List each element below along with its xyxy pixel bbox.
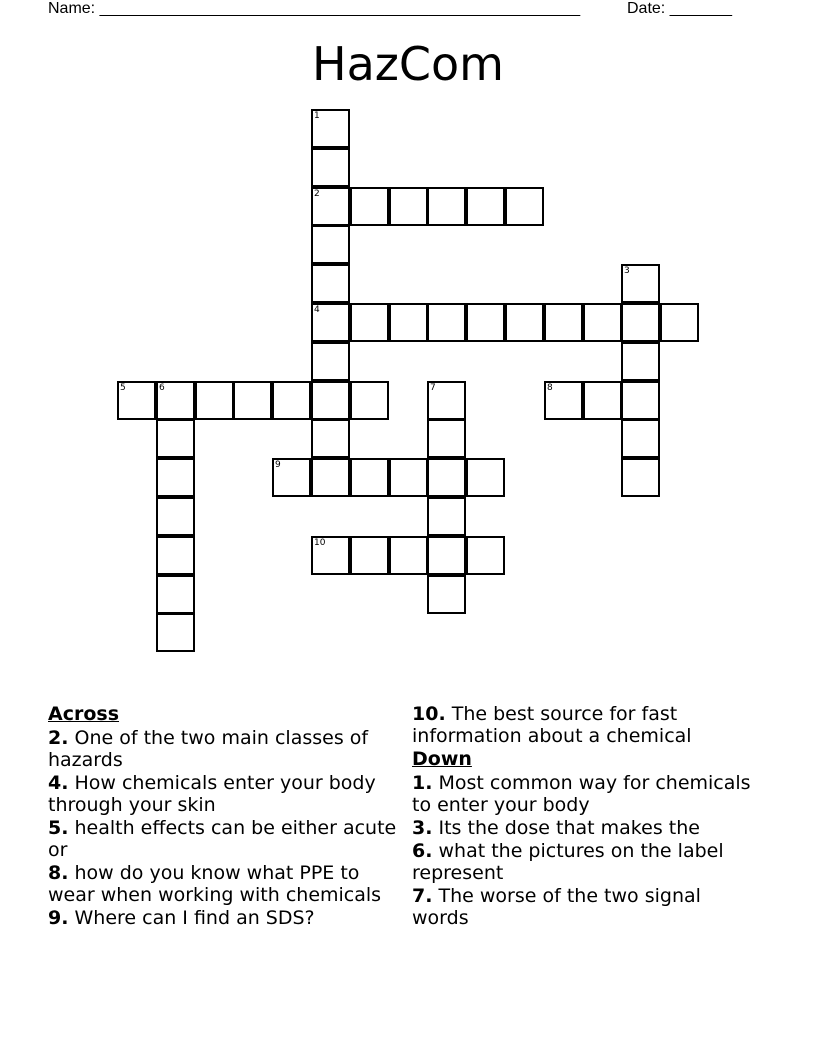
clue-number: 9.	[48, 907, 69, 929]
grid-cell[interactable]	[350, 187, 389, 226]
grid-cell[interactable]	[427, 536, 466, 575]
grid-cell[interactable]	[427, 575, 466, 614]
grid-cell[interactable]	[660, 303, 699, 342]
grid-cell[interactable]	[389, 187, 428, 226]
grid-cell[interactable]	[156, 419, 195, 458]
clue-text: Its the dose that makes the	[438, 817, 700, 839]
grid-cell[interactable]	[544, 303, 583, 342]
grid-cell[interactable]	[117, 381, 156, 420]
grid-cell[interactable]	[621, 342, 660, 381]
down-heading: Down	[412, 748, 472, 770]
page-title: HazCom	[312, 37, 504, 91]
clue-number: 5.	[48, 817, 69, 839]
grid-cell[interactable]	[272, 458, 311, 497]
clue-text: How chemicals enter your body through your skin	[48, 772, 376, 816]
clue-number-label: 5	[120, 383, 126, 393]
clue-text: health effects can be either acute or	[48, 817, 397, 861]
grid-cell[interactable]	[544, 381, 583, 420]
date-label: Date: _______	[627, 0, 732, 17]
grid-cell[interactable]	[311, 536, 350, 575]
grid-cell[interactable]	[621, 458, 660, 497]
clue-number-label: 6	[159, 383, 165, 393]
grid-cell[interactable]	[389, 458, 428, 497]
grid-cell[interactable]	[311, 225, 350, 264]
clue-number-label: 9	[275, 460, 281, 470]
grid-cell[interactable]	[311, 303, 350, 342]
across-clue-2	[48, 727, 410, 771]
clue-number: 3.	[412, 817, 433, 839]
grid-cell[interactable]	[621, 303, 660, 342]
grid-cell[interactable]	[311, 458, 350, 497]
clue-text: how do you know what PPE to wear when working with chemicals	[48, 862, 382, 906]
clue-text: Most common way for chemicals to enter your body	[412, 772, 751, 816]
grid-cell[interactable]	[156, 381, 195, 420]
clue-text: One of the two main classes of hazards	[48, 727, 369, 771]
clue-number-label: 8	[547, 383, 553, 393]
grid-cell[interactable]	[195, 381, 234, 420]
clue-number-label: 2	[314, 189, 320, 199]
grid-cell[interactable]	[156, 536, 195, 575]
clue-text: Where can I find an SDS?	[74, 907, 315, 929]
header	[0, 0, 816, 22]
down-clue-1	[412, 772, 752, 816]
grid-cell[interactable]	[156, 613, 195, 652]
grid-cell[interactable]	[311, 381, 350, 420]
clue-text: what the pictures on the label represent	[412, 840, 724, 884]
clue-number-label: 3	[624, 266, 630, 276]
down-clue-6	[412, 840, 752, 884]
grid-cell[interactable]	[466, 303, 505, 342]
across-clue-9	[48, 907, 410, 929]
across-heading: Across	[48, 703, 120, 725]
grid-cell[interactable]	[272, 381, 311, 420]
clue-number: 2.	[48, 727, 69, 749]
grid-cell[interactable]	[583, 303, 622, 342]
clue-number-label: 10	[314, 538, 326, 548]
grid-cell[interactable]	[621, 419, 660, 458]
clues-right-column	[412, 703, 752, 930]
grid-cell[interactable]	[427, 458, 466, 497]
name-label: Name: ______________________________________________________	[48, 0, 581, 17]
clue-number: 1.	[412, 772, 433, 794]
grid-cell[interactable]	[350, 381, 389, 420]
grid-cell[interactable]	[311, 109, 350, 148]
across-clue-5	[48, 817, 410, 861]
clue-text: The worse of the two signal words	[412, 885, 701, 929]
grid-cell[interactable]	[621, 264, 660, 303]
down-clue-7	[412, 885, 752, 929]
clue-number: 8.	[48, 862, 69, 884]
clue-number: 10.	[412, 703, 446, 725]
grid-cell[interactable]	[427, 419, 466, 458]
grid-cell[interactable]	[505, 187, 544, 226]
grid-cell[interactable]	[466, 458, 505, 497]
grid-cell[interactable]	[311, 419, 350, 458]
clue-number-label: 4	[314, 305, 320, 315]
across-clue-4	[48, 772, 410, 816]
grid-cell[interactable]	[311, 187, 350, 226]
clue-number: 7.	[412, 885, 433, 907]
clue-number-label: 7	[430, 383, 436, 393]
grid-cell[interactable]	[156, 497, 195, 536]
grid-cell[interactable]	[427, 497, 466, 536]
grid-cell[interactable]	[350, 303, 389, 342]
across-clue-8	[48, 862, 410, 906]
grid-cell[interactable]	[466, 187, 505, 226]
grid-cell[interactable]	[427, 381, 466, 420]
across-clue-10	[412, 703, 752, 747]
grid-cell[interactable]	[505, 303, 544, 342]
clue-number-label: 1	[314, 111, 320, 121]
clue-number: 6.	[412, 840, 433, 862]
grid-cell[interactable]	[311, 264, 350, 303]
clue-number: 4.	[48, 772, 69, 794]
grid-cell[interactable]	[427, 187, 466, 226]
down-clue-3	[412, 817, 752, 839]
grid-cell[interactable]	[311, 148, 350, 187]
grid-cell[interactable]	[621, 381, 660, 420]
grid-cell[interactable]	[311, 342, 350, 381]
grid-cell[interactable]	[156, 575, 195, 614]
grid-cell[interactable]	[427, 303, 466, 342]
grid-cell[interactable]	[350, 458, 389, 497]
clue-text: The best source for fast information about a chemical	[412, 703, 692, 747]
grid-cell[interactable]	[466, 536, 505, 575]
grid-cell[interactable]	[389, 536, 428, 575]
grid-cell[interactable]	[350, 536, 389, 575]
grid-cell[interactable]	[233, 381, 272, 420]
clues-left-column	[48, 703, 410, 930]
grid-cell[interactable]	[389, 303, 428, 342]
grid-cell[interactable]	[583, 381, 622, 420]
grid-cell[interactable]	[156, 458, 195, 497]
